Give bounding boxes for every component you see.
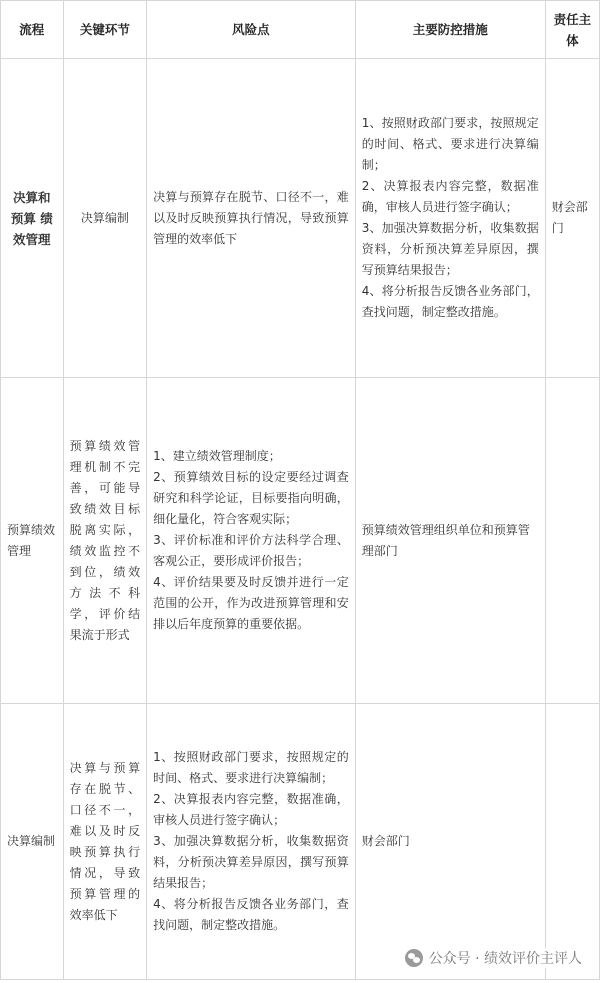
- row1-flow: 决算和预算 绩效管理: [1, 59, 64, 378]
- header-measures: 主要防控措施: [355, 1, 545, 59]
- row2-flow: 预算绩效管理: [1, 378, 64, 704]
- row1-key-step: 决算编制: [63, 59, 146, 378]
- row2-risk-item: 3、评价标准和评价方法科学合理、客观公正，要形成评价报告；: [153, 533, 349, 568]
- row1-measure-item: 2、决算报表内容完整，数据准确，审核人员进行签字确认；: [361, 179, 539, 214]
- row2-risk: [147, 378, 356, 704]
- header-row: [1, 1, 600, 59]
- row2-key-step: 预算绩效管理机制不完善，可能导致绩效目标脱离实际，绩效监控不到位，绩效方法不科学，评价结果流于形式: [63, 378, 146, 704]
- row2-owner: [545, 378, 599, 704]
- row1-measures: [355, 59, 545, 378]
- row2-risk-item: 2、预算绩效目标的设定要经过调查研究和科学论证，目标要指向明确，细化量化，符合客观实际；: [153, 470, 349, 526]
- row1-risk: 决算与预算存在脱节、口径不一，难以及时反映预算执行情况，导致预算管理的效率低下: [147, 59, 356, 378]
- row3-flow: 决算编制: [1, 704, 64, 980]
- row3-risk-item: 3、加强决算数据分析，收集数据资料，分析预决算差异原因，撰写预算结果报告；: [153, 834, 349, 890]
- row1-measure-item: 1、按照财政部门要求，按照规定的时间、格式、要求进行决算编制；: [361, 116, 539, 172]
- table-row: [1, 704, 600, 980]
- watermark: [405, 948, 582, 968]
- row3-risk-item: 4、将分析报告反馈各业务部门，查找问题，制定整改措施。: [153, 897, 349, 932]
- header-risk: 风险点: [147, 1, 356, 59]
- row2-measures: 预算绩效管理组织单位和预算管理部门: [355, 378, 545, 704]
- row3-risk-item: 1、按照财政部门要求，按照规定的时间、格式、要求进行决算编制；: [153, 750, 349, 785]
- header-flow: 流程: [1, 1, 64, 59]
- row3-measures: 财会部门: [355, 704, 545, 980]
- table-row: [1, 59, 600, 378]
- table-row: [1, 378, 600, 704]
- row3-key-step: 决算与预算存在脱节、口径不一，难以及时反映预算执行情况，导致预算管理的效率低下: [63, 704, 146, 980]
- row3-owner: [545, 704, 599, 980]
- row2-risk-item: 1、建立绩效管理制度；: [153, 449, 281, 463]
- wechat-icon: [405, 949, 423, 967]
- row3-risk-item: 2、决算报表内容完整，数据准确，审核人员进行签字确认；: [153, 792, 349, 827]
- watermark-text: 公众号 · 绩效评价主评人: [428, 951, 582, 967]
- row1-owner: 财会部门: [545, 59, 599, 378]
- header-key-step: 关键环节: [63, 1, 146, 59]
- row2-risk-item: 4、评价结果要及时反馈并进行一定范围的公开，作为改进预算管理和安排以后年度预算的重要依据。: [153, 575, 349, 631]
- header-owner: 责任主体: [545, 1, 599, 59]
- row1-measure-item: 4、将分析报告反馈各业务部门，查找问题，制定整改措施。: [361, 284, 539, 319]
- row3-risk: [147, 704, 356, 980]
- row1-measure-item: 3、加强决算数据分析，收集数据资料，分析预决算差异原因，撰写预算结果报告；: [361, 221, 539, 277]
